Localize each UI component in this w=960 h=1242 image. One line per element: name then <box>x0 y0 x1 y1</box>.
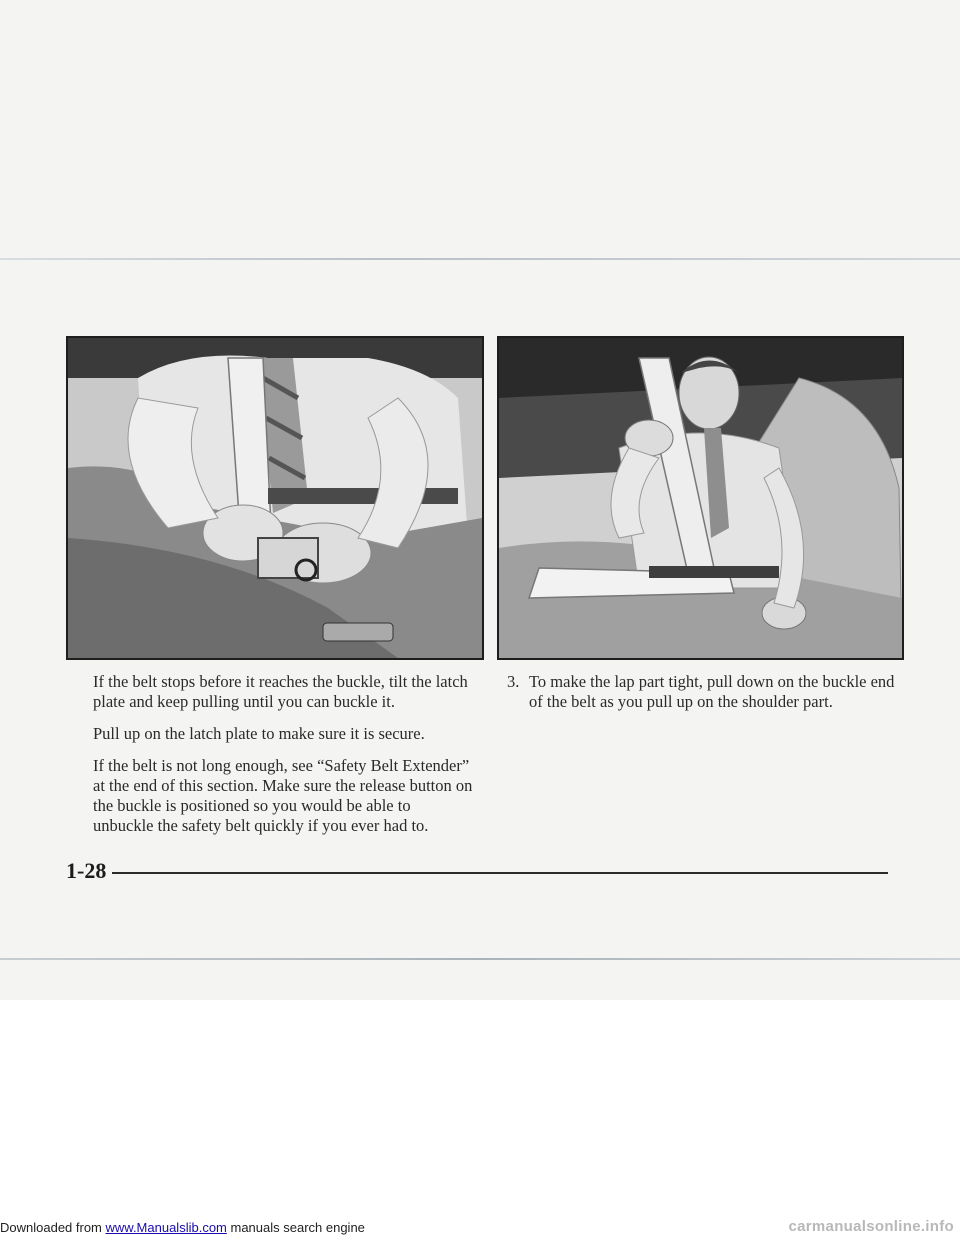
paragraph-tilt-latch-plate: If the belt stops before it reaches the buckle, tilt the latch plate and keep pulling until you can buckle it. <box>93 672 468 711</box>
footer-prefix: Downloaded from <box>0 1220 106 1235</box>
paragraph-pull-up-latch: Pull up on the latch plate to make sure it is secure. <box>93 724 425 743</box>
paragraph-belt-extender: If the belt is not long enough, see “Safety Belt Extender” at the end of this section. Make sure the release button on the buckle is positioned so you would be able to unbuckle the safety belt quickly if you ever had to. <box>93 756 473 835</box>
page-footer-rule <box>112 872 888 874</box>
left-text-column <box>93 672 473 848</box>
page-number: 1-28 <box>66 858 107 883</box>
illustration-buckling-latch-plate <box>66 336 484 660</box>
manualslib-link[interactable]: www.Manualslib.com <box>105 1220 227 1235</box>
step-number: 3. <box>507 672 520 691</box>
step-3 <box>507 672 897 712</box>
illustration-tightening-lap-belt <box>497 336 904 660</box>
footer-suffix: manuals search engine <box>226 1220 365 1235</box>
scan-edge-bottom <box>0 958 960 960</box>
site-watermark: carmanualsonline.info <box>788 1218 954 1235</box>
right-text-column <box>507 672 897 712</box>
scan-edge-top <box>0 258 960 260</box>
step-text: To make the lap part tight, pull down on the buckle end of the belt as you pull up on the shoulder part. <box>529 672 895 711</box>
